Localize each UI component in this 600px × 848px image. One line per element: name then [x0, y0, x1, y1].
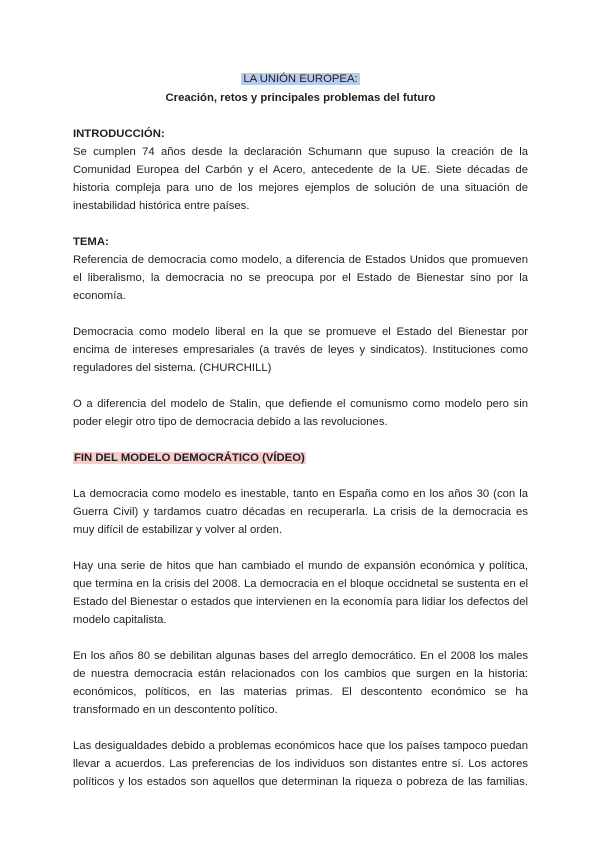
fin-paragraph-4: Las desigualdades debido a problemas económicos hace que los países tampoco puedan llevar a acuerdos. Las preferencias de los individuos son distantes entre sí. Los actores políticos y los estados son aquellos que determinan la riqueza o pobreza de las familias.	[73, 740, 528, 788]
document-title: LA UNIÓN EUROPEA:	[243, 73, 358, 85]
title-line	[73, 70, 528, 88]
tema-heading: TEMA:	[73, 236, 109, 248]
tema-paragraph-1: Referencia de democracia como modelo, a diferencia de Estados Unidos que promueven el liberalismo, la democracia no se preocupa por el Estado de Bienestar sino por la economía.	[73, 254, 528, 302]
intro-heading: INTRODUCCIÓN:	[73, 128, 165, 140]
fin-heading-line	[73, 449, 528, 467]
tema-paragraph-3: O a diferencia del modelo de Stalin, que defiende el comunismo como modelo pero sin poder elegir otro tipo de democracia debido a las revoluciones.	[73, 398, 528, 428]
fin-heading: FIN DEL MODELO DEMOCRÁTICO (VÍDEO)	[74, 452, 305, 464]
fin-paragraph-3: En los años 80 se debilitan algunas bases del arreglo democrático. En el 2008 los males de nuestra democracia están relacionados con los cambios que surgen en la historia: económicos, políticos, en las materias primas. El descontento económico se ha transformado en un descontento político.	[73, 650, 528, 716]
intro-paragraph: Se cumplen 74 años desde la declaración Schumann que supuso la creación de la Comunidad Europea del Carbón y el Acero, antecedente de la UE. Siete décadas de historia compleja para uno de los mejores ejemplos de solución de una situación de inestabilidad histórica entre países.	[73, 146, 528, 212]
fin-paragraph-1: La democracia como modelo es inestable, tanto en España como en los años 30 (con la Guerra Civil) y tardamos cuatro décadas en recuperarla. La crisis de la democracia es muy difícil de estabilizar y volver al orden.	[73, 488, 528, 536]
fin-paragraph-2: Hay una serie de hitos que han cambiado el mundo de expansión económica y política, que termina en la crisis del 2008. La democracia en el bloque occidnetal se sustenta en el Estado del Bienestar o estados que intervienen en la economía para lidiar los defectos del modelo capitalista.	[73, 560, 528, 626]
document-page	[73, 70, 528, 791]
tema-paragraph-2: Democracia como modelo liberal en la que se promueve el Estado del Bienestar por encima de intereses empresariales (a través de leyes y sindicatos). Instituciones como reguladores del sistema. (CHURCHILL)	[73, 326, 528, 374]
document-subtitle: Creación, retos y principales problemas del futuro	[165, 92, 436, 104]
